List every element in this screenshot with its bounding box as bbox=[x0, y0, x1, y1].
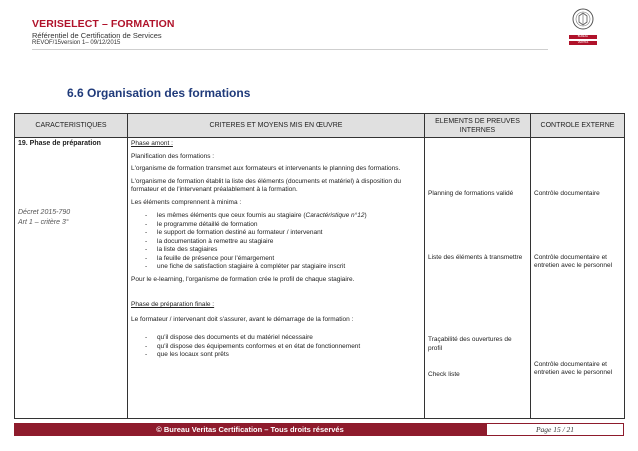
elements-list bbox=[145, 212, 421, 272]
header-controle: CONTROLE EXTERNE bbox=[531, 114, 625, 138]
controle-2: Contrôle documentaire et entretien avec le personnel bbox=[534, 253, 613, 269]
header-subtitle: Référentiel de Certification de Services bbox=[32, 31, 162, 40]
criteria-paragraph-4: Pour le e-learning, l'organisme de formation crée le profil de chaque stagiaire. bbox=[131, 275, 355, 283]
planification-label: Planification des formations : bbox=[131, 152, 215, 160]
header-divider bbox=[32, 49, 548, 50]
list-item: - la feuille de présence pour l'émargement bbox=[145, 255, 421, 264]
decret-text: Décret 2015-790 bbox=[18, 208, 71, 216]
list-item: - la documentation à remettre au stagiaire bbox=[145, 238, 421, 247]
cell-caracteristique bbox=[15, 138, 128, 419]
final-checks-list bbox=[145, 334, 421, 360]
criteria-paragraph-1: L'organisme de formation transmet aux formateurs et intervenants le planning des formations. bbox=[131, 165, 401, 172]
cell-controle bbox=[531, 138, 625, 419]
criteria-paragraph-3: Les éléments comprennent à minima : bbox=[131, 198, 242, 206]
preuve-checklist: Check liste bbox=[428, 371, 460, 378]
table-header-row bbox=[15, 114, 625, 138]
organisation-table bbox=[14, 113, 625, 419]
page-footer bbox=[14, 423, 624, 436]
list-item: - que les locaux sont prêts bbox=[145, 351, 421, 360]
footer-page-number: Page 15 / 21 bbox=[486, 423, 624, 436]
logo-text-bureau: BUREAU bbox=[577, 35, 589, 38]
header-caracteristiques: CARACTERISTIQUES bbox=[15, 114, 128, 138]
cell-preuves bbox=[425, 138, 531, 419]
list-item: - qu'il dispose des équipements conformes et en état de fonctionnement bbox=[145, 343, 421, 352]
list-item: - le support de formation destiné au formateur / intervenant bbox=[145, 229, 421, 238]
list-item: - les mêmes éléments que ceux fournis au stagiaire (Caractéristique n°12) bbox=[145, 212, 421, 221]
footer-copyright: © Bureau Veritas Certification – Tous droits réservés bbox=[156, 425, 344, 434]
preuve-tracabilite: Traçabilité des ouvertures de profil bbox=[428, 336, 512, 352]
logo-bar-bureau bbox=[569, 35, 597, 39]
preuve-liste: Liste des éléments à transmettre bbox=[428, 253, 523, 261]
list-item: - qu'il dispose des documents et du matériel nécessaire bbox=[145, 334, 421, 343]
header-criteres: CRITERES ET MOYENS MIS EN ŒUVRE bbox=[128, 114, 425, 138]
phase-amont-label: Phase amont : bbox=[131, 140, 173, 147]
criteria-paragraph-5: Le formateur / intervenant doit s'assurer, avant le démarrage de la formation : bbox=[131, 315, 354, 323]
logo-text-veritas: VERITAS bbox=[577, 41, 589, 44]
decret-reference bbox=[18, 208, 124, 228]
list-item: - une fiche de satisfaction stagiaire à compléter par stagiaire inscrit bbox=[145, 263, 421, 272]
list-item: - le programme détaillé de formation bbox=[145, 221, 421, 230]
cell-criteres bbox=[128, 138, 425, 419]
phase-finale-label: Phase de préparation finale : bbox=[131, 301, 215, 308]
header-title: VERISELECT – FORMATION bbox=[32, 18, 175, 30]
controle-1: Contrôle documentaire bbox=[534, 190, 600, 197]
caracteristique-title: 19. Phase de préparation bbox=[18, 140, 101, 147]
logo-bar-veritas bbox=[569, 41, 597, 45]
preuve-planning: Planning de formations validé bbox=[428, 190, 514, 197]
list-item: - la liste des stagiaires bbox=[145, 246, 421, 255]
article-text: Art 1 – critère 3° bbox=[18, 218, 69, 226]
table-row bbox=[15, 138, 625, 419]
seal-icon bbox=[572, 8, 594, 32]
header-preuves: ELEMENTS DE PREUVES INTERNES bbox=[425, 114, 531, 138]
bureau-veritas-logo bbox=[567, 8, 599, 52]
header-reference: REVOF/15version 1– 09/12/2015 bbox=[32, 40, 121, 46]
section-title: 6.6 Organisation des formations bbox=[67, 86, 251, 100]
criteria-paragraph-2: L'organisme de formation établit la liste des éléments (documents et matériel) à disposition du formateur et de l'intervenant préalablement à la formation. bbox=[131, 177, 402, 193]
controle-3: Contrôle documentaire et entretien avec le personnel bbox=[534, 360, 613, 376]
